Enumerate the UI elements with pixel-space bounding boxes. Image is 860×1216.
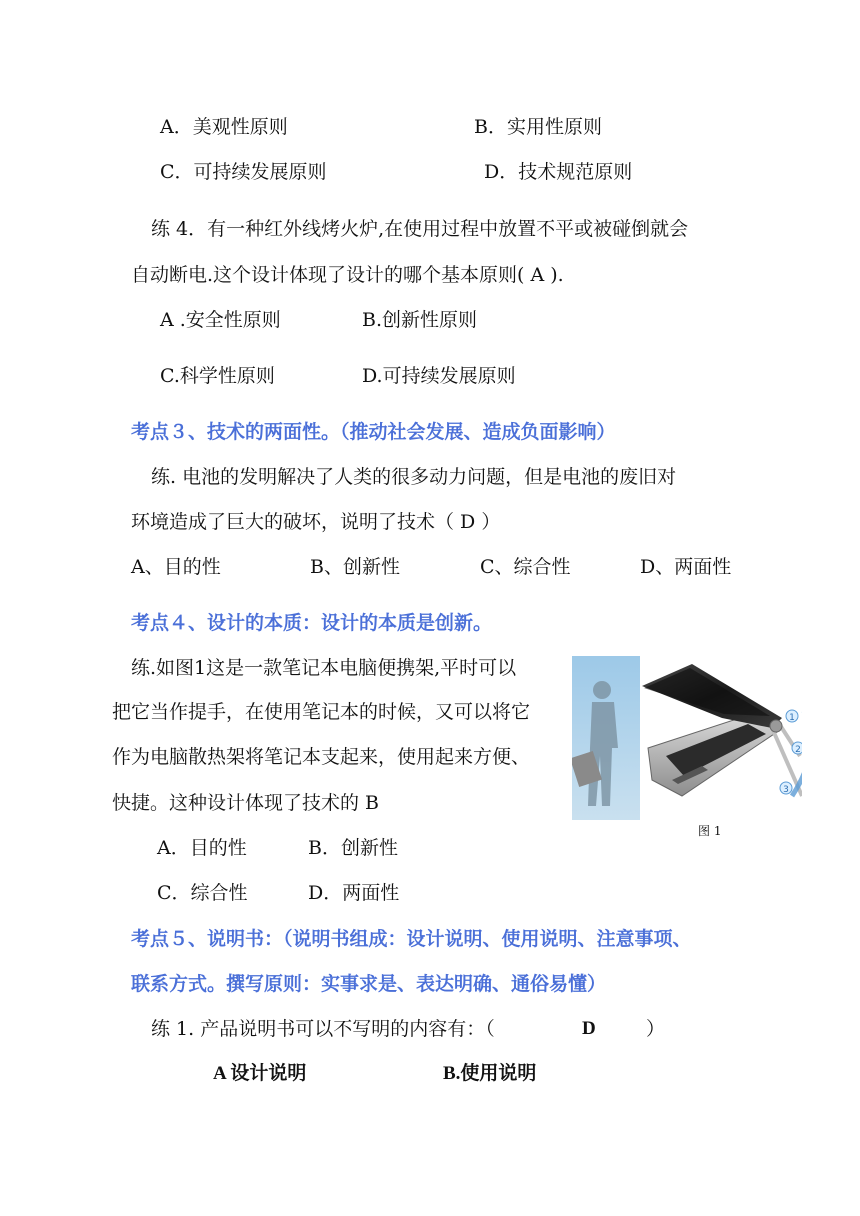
kd4-option-a: A．目的性 (157, 837, 247, 859)
laptop-stand-figure (572, 656, 802, 820)
kd4-stem-line3: 作为电脑散热架将笔记本支起来，使用起来方便、 (112, 746, 531, 768)
q4-option-b: B.创新性原则 (362, 309, 478, 331)
kd4-stem-line4: 快捷。这种设计体现了技术的 B (112, 792, 380, 814)
section-heading-5-line1: 考点５、说明书：（说明书组成：设计说明、使用说明、注意事项、 (131, 928, 692, 950)
q3-option-a: A．美观性原则 (160, 116, 288, 138)
kd5-answer: D (582, 1018, 596, 1039)
kd5-question: 练 1. 产品说明书可以不写明的内容有：（ (151, 1018, 495, 1040)
section-heading-3: 考点３、技术的两面性。（推动社会发展、造成负面影响） (131, 421, 616, 443)
kd4-stem-line1: 练.如图1这是一款笔记本电脑便携架,平时可以 (131, 657, 517, 679)
figure-step-1: 1 (789, 713, 795, 723)
kd5-option-a: A 设计说明 (213, 1063, 307, 1084)
figure-step-3: 3 (783, 785, 789, 795)
q3-option-d: D．技术规范原则 (484, 161, 633, 183)
q4-stem-line2: 自动断电.这个设计体现了设计的哪个基本原则( A ). (131, 264, 564, 286)
kd3-stem-line2: 环境造成了巨大的破坏，说明了技术（ D ） (131, 511, 501, 533)
kd3-option-d: D、两面性 (640, 556, 732, 578)
q4-option-c: C.科学性原则 (160, 365, 275, 387)
q3-option-b: B．实用性原则 (474, 116, 602, 138)
kd4-option-b: B．创新性 (308, 837, 398, 859)
q4-stem-line1: 练 4．有一种红外线烤火炉,在使用过程中放置不平或被碰倒就会 (151, 218, 689, 240)
q3-option-c: C．可持续发展原则 (160, 161, 327, 183)
kd4-stem-line2: 把它当作提手，在使用笔记本的时候，又可以将它 (112, 701, 531, 723)
figure-caption: 图 1 (698, 824, 722, 838)
section-heading-4: 考点４、设计的本质：设计的本质是创新。 (131, 612, 493, 634)
kd3-option-a: A、目的性 (131, 556, 221, 578)
kd4-option-c: C．综合性 (157, 882, 248, 904)
kd3-option-b: B、创新性 (310, 556, 400, 578)
kd5-question-close: ） (646, 1018, 666, 1040)
kd4-option-d: D．两面性 (308, 882, 400, 904)
q4-option-d: D.可持续发展原则 (362, 365, 516, 387)
kd3-option-c: C、综合性 (480, 556, 571, 578)
figure-step-2: 2 (795, 745, 801, 755)
kd3-stem-line1: 练. 电池的发明解决了人类的很多动力问题，但是电池的废旧对 (151, 466, 677, 488)
q4-option-a: A .安全性原则 (160, 309, 281, 331)
kd5-option-b: B.使用说明 (443, 1063, 537, 1084)
section-heading-5-line2: 联系方式。撰写原则：实事求是、表达明确、通俗易懂） (131, 973, 607, 995)
